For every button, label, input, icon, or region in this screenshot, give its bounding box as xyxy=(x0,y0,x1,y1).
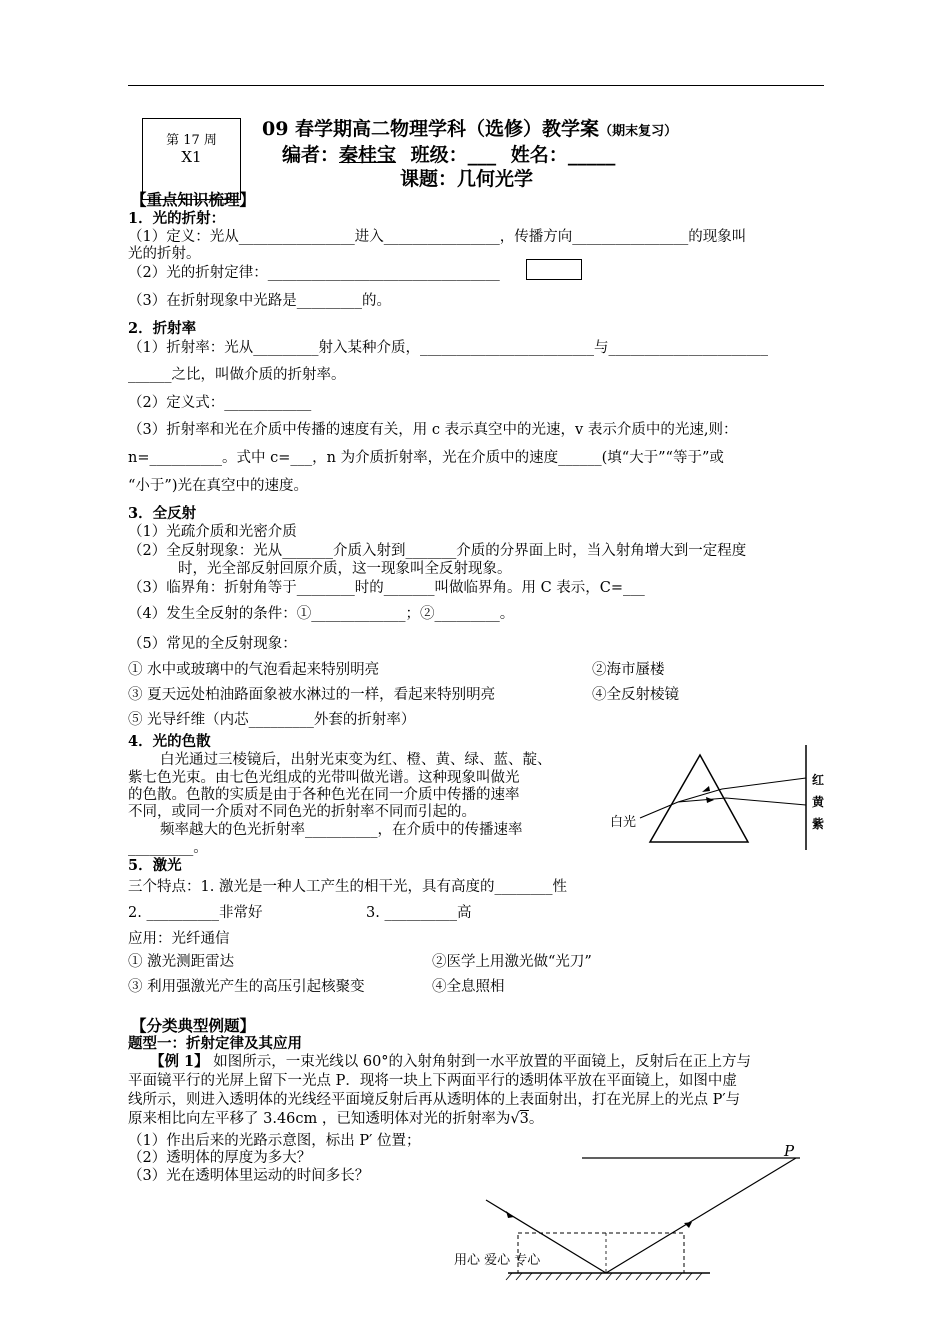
ex1-question3: （3）光在透明体里运动的时间多长？ xyxy=(128,1168,370,1184)
s2-line4: n=__________。式中 c=___，n 为介质折射率，光在介质中的速度______(填“大于”“等于”或 xyxy=(128,450,724,466)
s1-line2: （2）光的折射定律：________________________________ xyxy=(128,265,500,281)
s1-title: 1．光的折射： xyxy=(128,210,226,227)
answer-box xyxy=(526,259,582,280)
s3-line5: （5）常见的全反射现象： xyxy=(128,636,297,652)
section-heading-examples: 【分类典型例题】 xyxy=(131,1016,256,1035)
editor-line: 编者：秦桂宝 班级：___ 姓名：_____ xyxy=(282,144,616,166)
s3-example1: ① 水中或玻璃中的气泡看起来特别明亮 xyxy=(128,662,380,678)
s1-line1: （1）定义：光从________________进入________________，传播方向________________的现象叫 xyxy=(128,229,747,245)
s3-example2: ②海市蜃楼 xyxy=(592,662,665,678)
arrow-head-1 xyxy=(702,786,710,792)
red-ray xyxy=(678,778,806,802)
s3-line4: （4）发生全反射的条件：①_____________；②_________。 xyxy=(128,606,515,622)
s2-title: 2．折射率 xyxy=(128,320,197,337)
s2-line5: “小于”)光在真空中的速度。 xyxy=(128,478,308,494)
s2-line3: （3）折射率和光在介质中传播的速度有关，用 c 表示真空中的光速，v 表示介质中的光速,则： xyxy=(128,422,738,438)
s5-line3: 应用：光纤通信 xyxy=(128,931,230,947)
s3-line3: （3）临界角：折射角等于________时的_______叫做临界角。用 C 表示，C=___ xyxy=(128,580,645,596)
prism-red-label: 红 xyxy=(812,773,825,787)
ex1-para3: 线所示，则进入透明体的光线经平面境反射后再从透明体的上表面射出，打在光屏上的光点 P′与 xyxy=(128,1092,741,1108)
s2-line1b: ______之比，叫做介质的折射率。 xyxy=(128,367,346,383)
s5-app4: ④全息照相 xyxy=(432,979,505,995)
s5-title: 5．激光 xyxy=(128,857,182,874)
top-rule xyxy=(128,85,824,86)
topic-title: 课题：几何光学 xyxy=(400,168,534,190)
s3-line2b: 时，光全部反射回原介质，这一现象叫全反射现象。 xyxy=(178,561,512,577)
ex1-label: 【例 1】 xyxy=(150,1053,209,1070)
s4-para4: 不同，或同一介质对不同色光的折射率不同而引起的。 xyxy=(128,804,476,820)
s3-line1: （1）光疏介质和光密介质 xyxy=(128,524,297,540)
ex1-para4: 原来相比向左平移了 3.46cm ，已知透明体对光的折射率为√3。 xyxy=(128,1111,544,1127)
s3-example5: ⑤ 光导纤维（内芯_________外套的折射率） xyxy=(128,712,416,728)
s4-para3: 的色散。色散的实质是由于各种色光在同一介质中传播的速率 xyxy=(128,787,520,803)
sqrt-symbol: √ xyxy=(510,1111,520,1127)
purple-ray xyxy=(678,798,806,805)
s4-para6: _________。 xyxy=(128,840,208,856)
ex1-question1: （1）作出后来的光路示意图，标出 P′ 位置； xyxy=(128,1133,421,1149)
prism-yellow-label: 黄 xyxy=(812,795,825,809)
s4-para1: 白光通过三棱镜后，出射光束变为红、橙、黄、绿、蓝、靛、 xyxy=(160,752,552,768)
s3-title: 3．全反射 xyxy=(128,505,197,522)
prism-white-label: 白光 xyxy=(610,815,637,830)
s1-line3: （3）在折射现象中光路是_________的。 xyxy=(128,293,391,309)
s2-line2: （2）定义式：____________ xyxy=(128,395,312,411)
reflected-ray xyxy=(606,1158,796,1273)
s4-para5: 频率越大的色光折射率__________，在介质中的传播速率 xyxy=(160,822,523,838)
prism-purple-label: 紫 xyxy=(812,817,825,831)
s5-line2a: 2. __________非常好 xyxy=(128,905,263,921)
week-code: X1 xyxy=(181,148,202,166)
prism-diagram xyxy=(610,740,840,855)
page-footer: 用心 爱心 专心 xyxy=(454,1253,541,1268)
ex1-question2: （2）透明体的厚度为多大？ xyxy=(128,1150,312,1166)
s4-title: 4．光的色散 xyxy=(128,733,211,750)
s5-app1: ① 激光测距雷达 xyxy=(128,954,235,970)
s5-line2b: 3. __________高 xyxy=(366,905,472,921)
editor-name: 秦桂宝 xyxy=(339,144,397,166)
mirror-hatching xyxy=(506,1273,702,1280)
transparent-block xyxy=(518,1233,684,1273)
sqrt-value: 3 xyxy=(519,1111,529,1127)
s5-app2: ②医学上用激光做“光刀” xyxy=(432,954,592,970)
s1-line1b: 光的折射。 xyxy=(128,246,201,262)
s5-line1: 三个特点：1. 激光是一种人工产生的相干光，具有高度的________性 xyxy=(128,879,567,895)
incident-arrow xyxy=(506,1211,514,1218)
s5-app3: ③ 利用强激光产生的高压引起核聚变 xyxy=(128,979,365,995)
section-heading-knowledge: 【重点知识梳理】 xyxy=(131,190,256,209)
point-p-label: P xyxy=(784,1142,795,1160)
white-light-ray xyxy=(640,802,678,818)
type1-title: 题型一：折射定律及其应用 xyxy=(128,1035,302,1052)
s2-line1: （1）折射率：光从_________射入某种介质，________________________与______________________ xyxy=(128,340,768,356)
page-title: 09 春学期高二物理学科（选修）教学案（期末复习） xyxy=(262,118,678,140)
s3-example4: ④全反射棱镜 xyxy=(592,687,679,703)
arrow-head-2 xyxy=(706,797,714,803)
ex1-para1: 【例 1】 如图所示，一束光线以 60°的入射角射到一水平放置的平面镜上，反射后在正上方与 xyxy=(150,1053,752,1070)
week-label: 第 17 周 xyxy=(166,133,217,148)
s4-para2: 紫七色光束。由七色光组成的光带叫做光谱。这种现象叫做光 xyxy=(128,770,520,786)
s3-line2: （2）全反射现象：光从_______介质入射到_______介质的分界面上时，当入射角增大到一定程度 xyxy=(128,543,747,559)
ex1-para2: 平面镜平行的光屏上留下一光点 P．现将一块上下两面平行的透明体平放在平面镜上，如图中虚 xyxy=(128,1073,737,1089)
s3-example3: ③ 夏天远处柏油路面象被水淋过的一样，看起来特别明亮 xyxy=(128,687,496,703)
